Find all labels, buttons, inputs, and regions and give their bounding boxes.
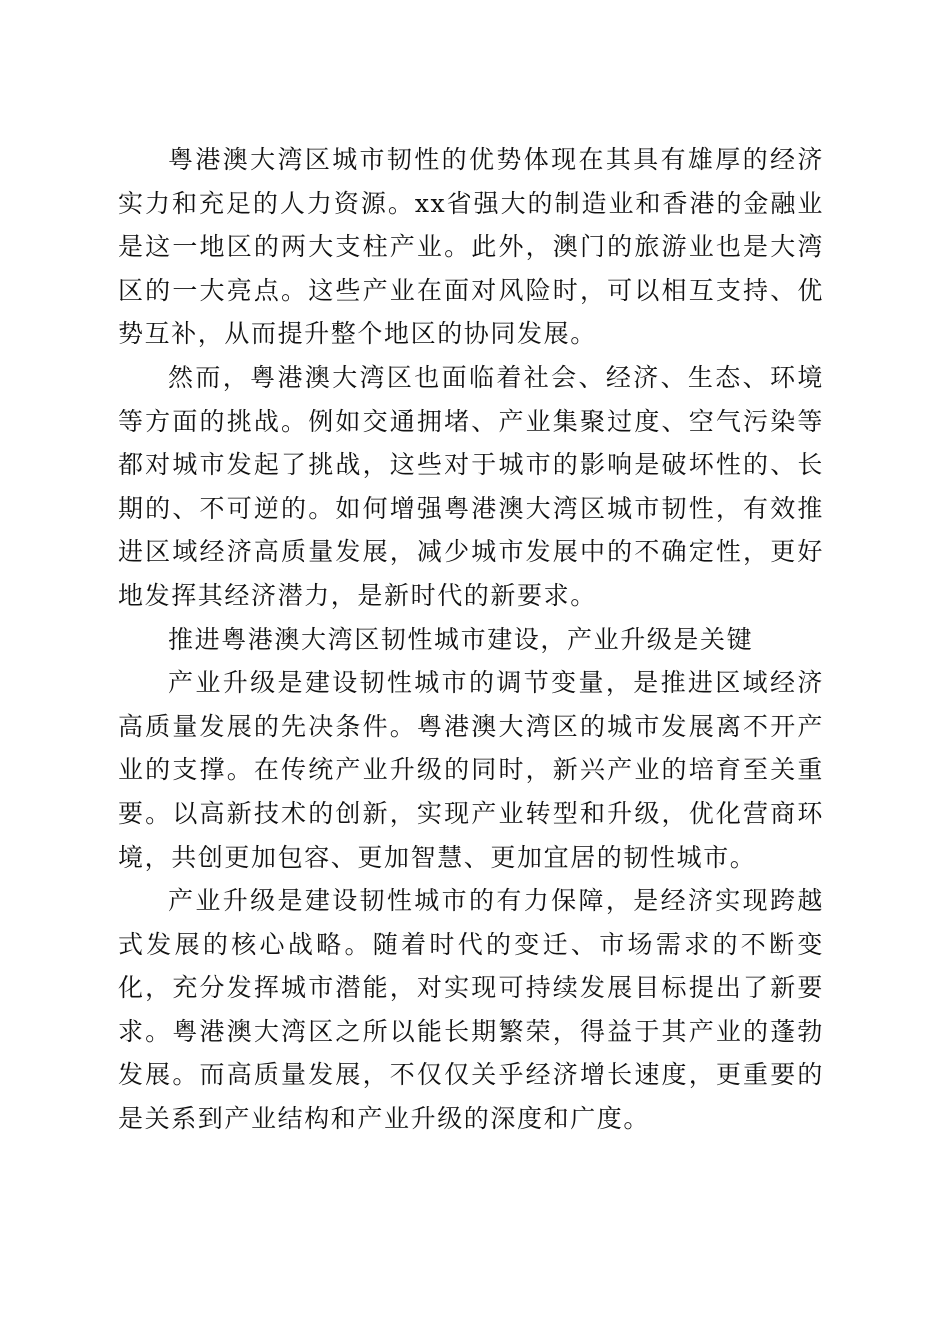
section-heading: 推进粤港澳大湾区韧性城市建设，产业升级是关键 [168,624,754,654]
paragraph-strengths: 粤港澳大湾区城市韧性的优势体现在其具有雄厚的经济实力和充足的人力资源。xx省强大的制造业和香港的金融业是这一地区的两大支柱产业。此外，澳门的旅游业也是大湾区的一大亮点。这些产业在面对风险时，可以相互支持、优势互补，从而提升整个地区的协同发展。 [118,145,824,349]
document-body [118,138,824,1141]
paragraph-industry-upgrade-guarantee: 产业升级是建设韧性城市的有力保障，是经济实现跨越式发展的核心战略。随着时代的变迁、市场需求的不断变化，充分发挥城市潜能，对实现可持续发展目标提出了新要求。粤港澳大湾区之所以能长期繁荣，得益于其产业的蓬勃发展。而高质量发展，不仅仅关乎经济增长速度，更重要的是关系到产业结构和产业升级的深度和广度。 [118,886,824,1134]
paragraph-challenges: 然而，粤港澳大湾区也面临着社会、经济、生态、环境等方面的挑战。例如交通拥堵、产业集聚过度、空气污染等都对城市发起了挑战，这些对于城市的影响是破坏性的、长期的、不可逆的。如何增强粤港澳大湾区城市韧性，有效推进区域经济高质量发展，减少城市发展中的不确定性，更好地发挥其经济潜力，是新时代的新要求。 [118,362,824,610]
paragraph-industry-upgrade-variable: 产业升级是建设韧性城市的调节变量，是推进区域经济高质量发展的先决条件。粤港澳大湾区的城市发展离不开产业的支撑。在传统产业升级的同时，新兴产业的培育至关重要。以高新技术的创新，实现产业转型和升级，优化营商环境，共创更加包容、更加智慧、更加宜居的韧性城市。 [118,668,824,872]
